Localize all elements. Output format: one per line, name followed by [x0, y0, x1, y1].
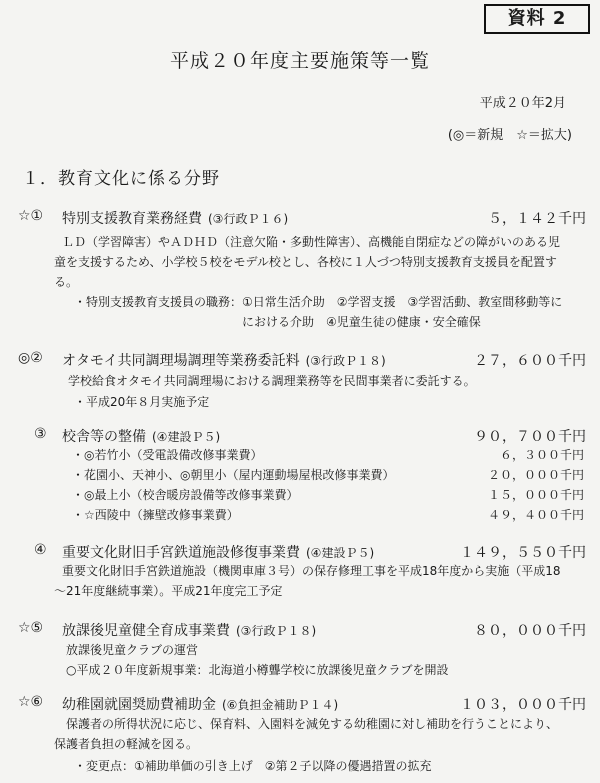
item-name: 幼稚園就園奨励費補助金 (⑥負担金補助Ｐ１４)	[62, 697, 339, 713]
subitem-label: ・◎若竹小（受電設備改修事業費）	[72, 448, 263, 462]
item-mark: ③	[34, 426, 47, 442]
item-mark: ☆⑤	[18, 620, 44, 636]
item-mark: ◎②	[18, 350, 43, 366]
item-note: ・特別支援教育支援員の職務：①日常生活介助 ②学習支援 ③学習活動、教室間移動等に	[74, 295, 563, 309]
subitem-label: ・☆西陵中（擁壁改修事業費）	[72, 508, 239, 522]
item-amount: ８０，０００千円	[474, 623, 586, 639]
item-description: 保護者負担の軽減を図る。	[54, 737, 199, 751]
section-heading: １．教育文化に係る分野	[22, 169, 220, 189]
item-description: 放課後児童クラブの運営	[66, 643, 199, 657]
symbol-legend: (◎＝新規 ☆＝拡大)	[447, 128, 572, 143]
item-amount: ９０，７００千円	[474, 429, 586, 445]
page-title: 平成２０年度主要施策等一覧	[169, 50, 430, 72]
item-name: 特別支援教育業務経費 (③行政Ｐ１６)	[62, 211, 289, 227]
item-amount: ５，１４２千円	[488, 211, 586, 227]
item-description: ～21年度継続事業）。平成21年度完工予定	[54, 584, 283, 598]
item-amount: １０３，０００千円	[460, 697, 586, 713]
item-name: オタモイ共同調理場調理等業務委託料 (③行政Ｐ１８)	[62, 353, 386, 369]
item-mark: ☆①	[18, 208, 44, 224]
item-description: 保護者の所得状況に応じ、保育料、入園料を減免する幼稚園に対し補助を行うことにより、	[66, 717, 559, 731]
document-date: 平成２０年2月	[479, 96, 566, 111]
item-note: ・変更点：①補助単価の引き上げ ②第２子以降の優遇措置の拡充	[74, 759, 432, 773]
item-name: 放課後児童健全育成事業費 (③行政Ｐ１８)	[62, 623, 317, 639]
subitem-amount: ２０，０００千円	[487, 468, 584, 482]
item-mark: ☆⑥	[18, 694, 44, 710]
item-amount: １４９，５５０千円	[460, 545, 586, 561]
item-name: 重要文化財旧手宮鉄道施設修復事業費 (④建設Ｐ５)	[62, 545, 375, 561]
item-description: る。	[54, 275, 79, 289]
subitem-amount: ４９，４００千円	[487, 508, 584, 522]
item-description: 学校給食オタモイ共同調理場における調理業務等を民間事業者に委託する。	[68, 374, 476, 388]
item-description: ＬＤ（学習障害）やＡＤＨＤ（注意欠陥・多動性障害）、高機能自閉症などの障がいのある児	[62, 235, 561, 249]
document-badge: 資料 2	[484, 4, 590, 34]
subitem-label: ・◎最上小（校舎暖房設備等改修事業費）	[72, 488, 299, 502]
item-description: 童を支援するため、小学校５校をモデル校とし、各校に１人づつ特別支援教育支援員を配置す	[54, 255, 557, 269]
subitem-label: ・花園小、天神小、◎朝里小（屋内運動場屋根改修事業費）	[72, 468, 395, 482]
item-note: ・平成20年８月実施予定	[74, 395, 210, 409]
item-mark: ④	[34, 542, 47, 558]
subitem-amount: ６，３００千円	[499, 448, 584, 462]
item-description: 重要文化財旧手宮鉄道施設（機関車庫３号）の保存修理工事を平成18年度から実施（平成18	[62, 564, 561, 578]
item-description: ○平成２０年度新規事業：北海道小樽聾学校に放課後児童クラブを開設	[66, 663, 449, 677]
item-note: における介助 ④児童生徒の健康・安全確保	[74, 315, 481, 329]
subitem-amount: １５，０００千円	[487, 488, 584, 502]
item-amount: ２７，６００千円	[474, 353, 586, 369]
item-name: 校舎等の整備 (④建設Ｐ５)	[62, 429, 221, 445]
